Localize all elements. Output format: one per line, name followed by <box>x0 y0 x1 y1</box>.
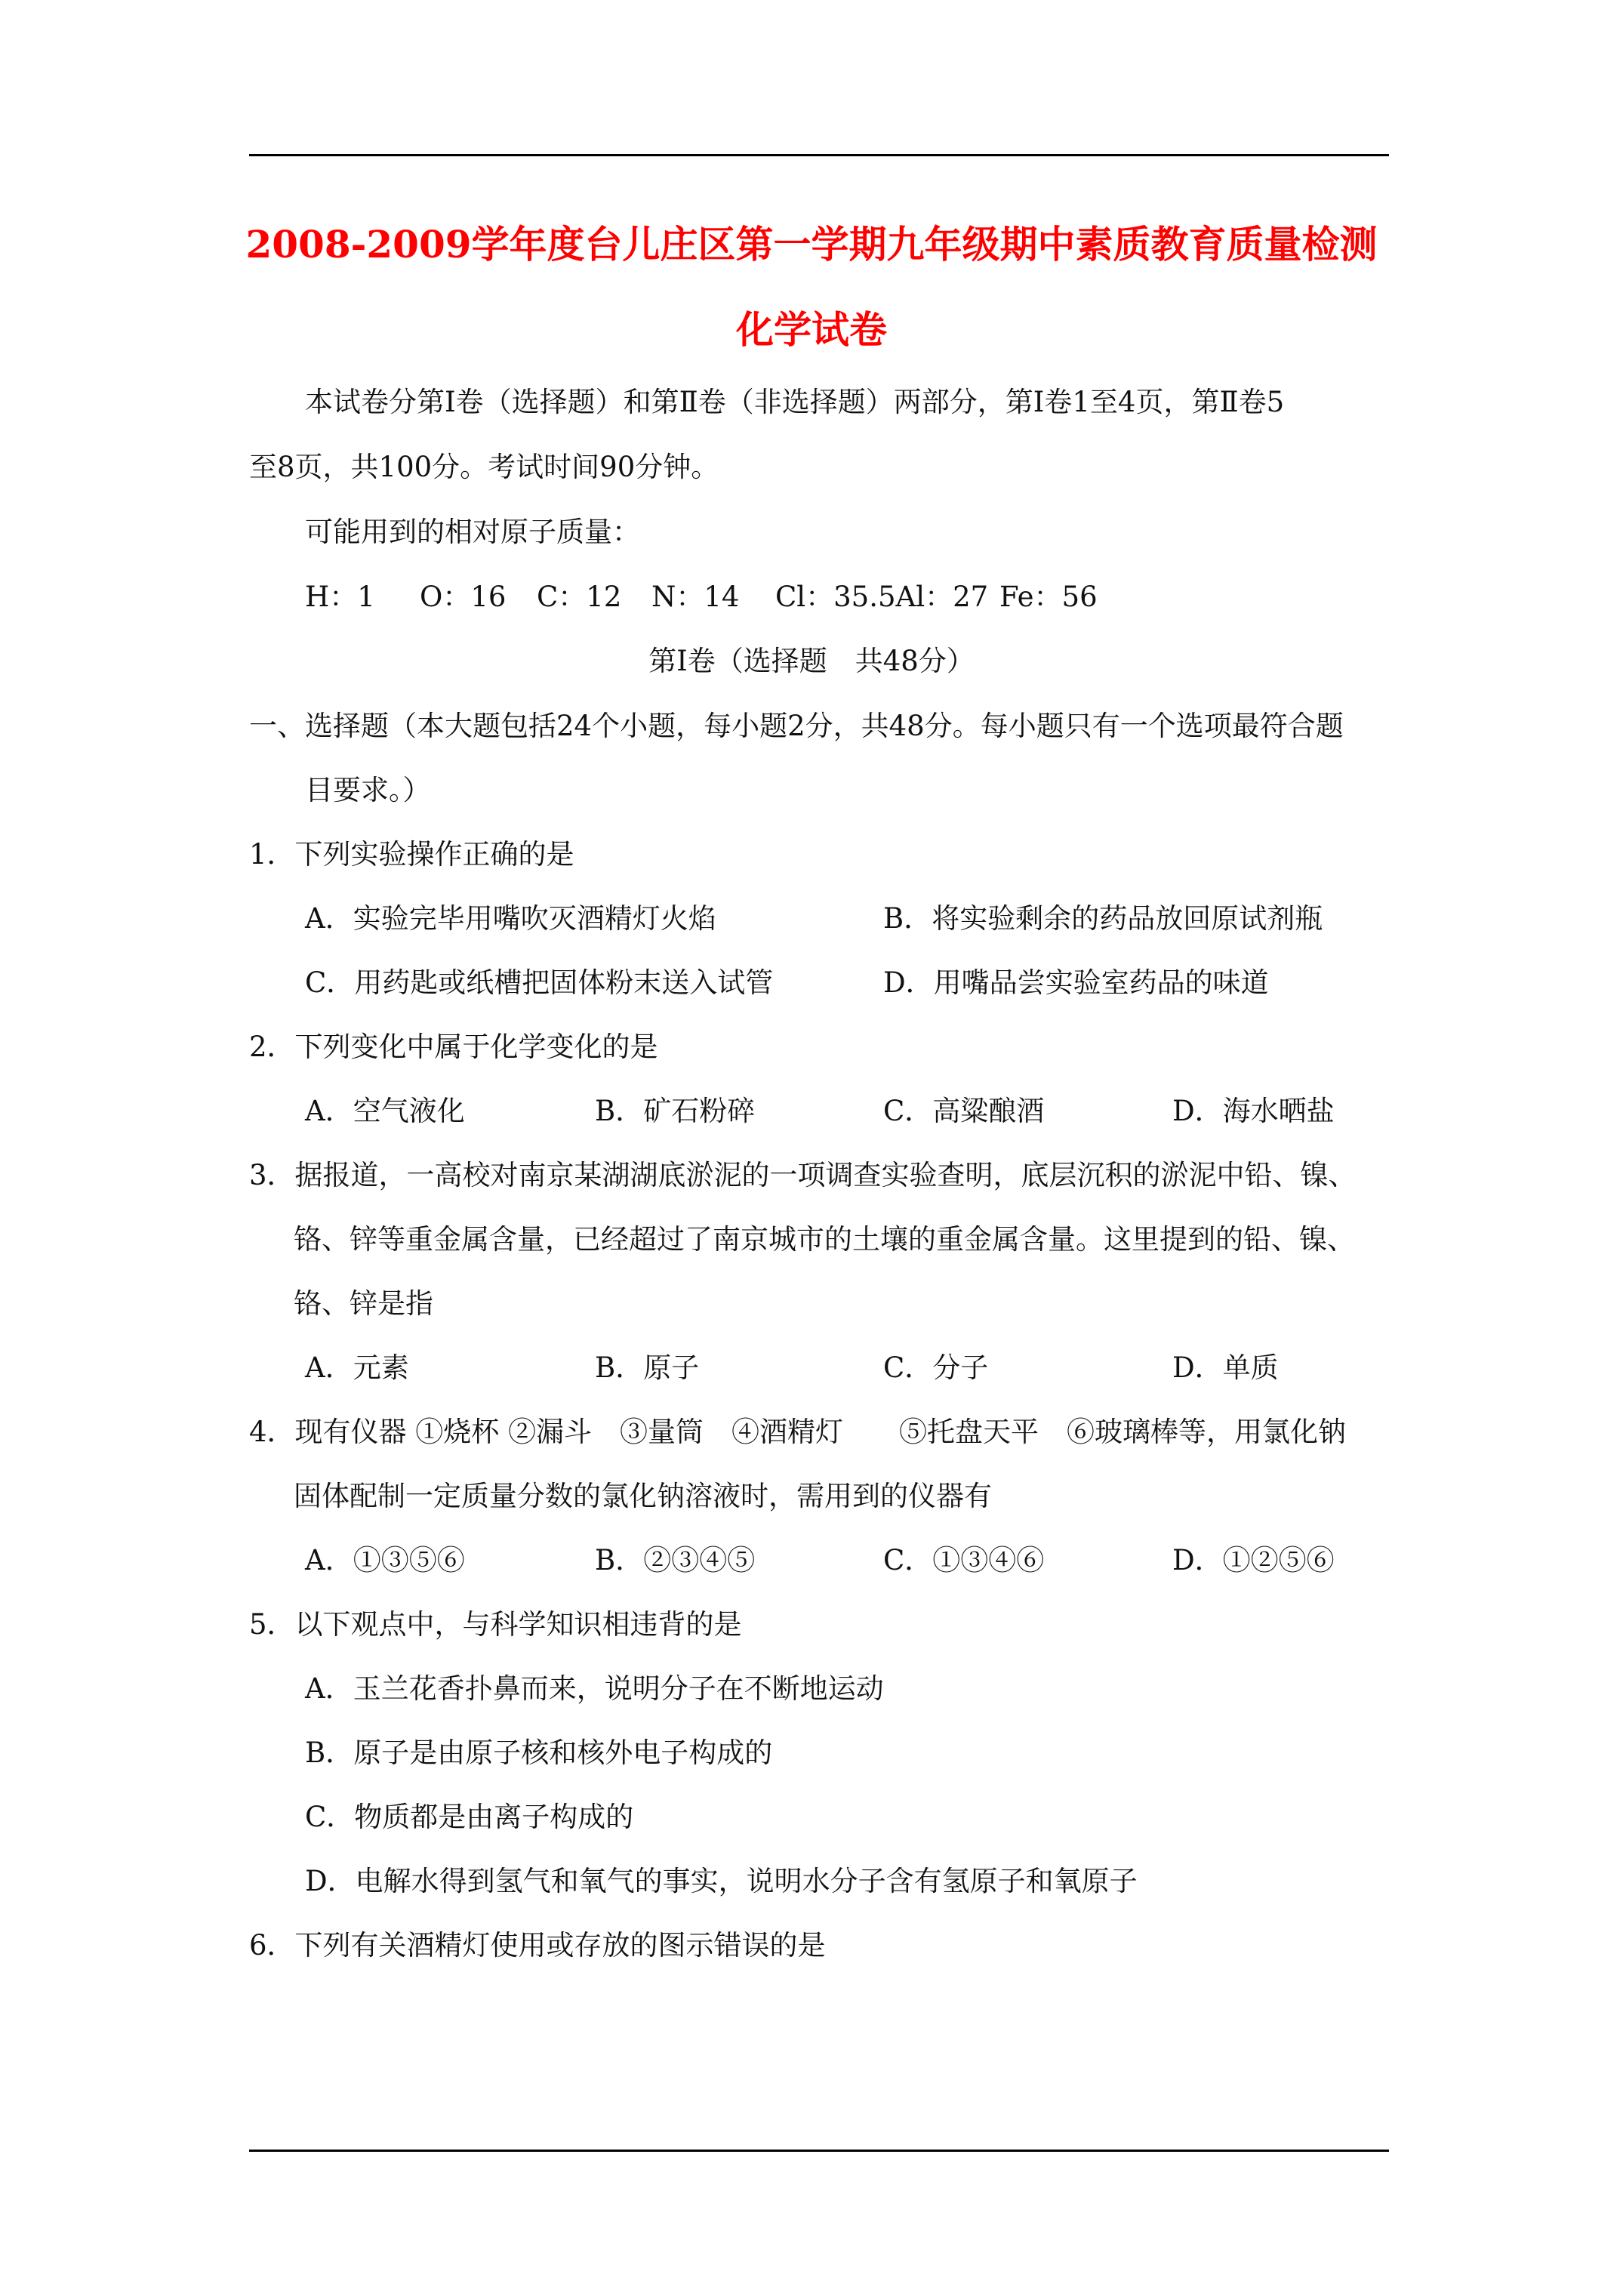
q2-option-c: C．高粱酿酒 <box>883 1095 1045 1127</box>
q1-option-a: A．实验完毕用嘴吹灭酒精灯火焰 <box>305 902 716 935</box>
part1-heading: 第Ⅰ卷（选择题 共48分） <box>648 645 975 677</box>
q4-option-b: B．②③④⑤ <box>595 1544 756 1576</box>
footer-rule <box>249 2150 1389 2152</box>
atomic-mass-o: O：16 <box>420 581 507 613</box>
q2-option-d: D．海水晒盐 <box>1172 1095 1335 1127</box>
q3-line-2: 铬、锌等重金属含量，已经超过了南京城市的土壤的重金属含量。这里提到的铅、镍、 <box>294 1223 1355 1256</box>
q5-option-c: C．物质都是由离子构成的 <box>305 1801 634 1833</box>
q1-option-b: B．将实验剩余的药品放回原试剂瓶 <box>883 902 1323 935</box>
q1-option-c: C．用药匙或纸槽把固体粉末送入试管 <box>305 966 774 999</box>
page-subtitle: 化学试卷 <box>736 307 887 352</box>
section1-line-1: 一、选择题（本大题包括24个小题，每小题2分，共48分。每小题只有一个选项最符合题 <box>249 710 1344 742</box>
intro-line-1: 本试卷分第Ⅰ卷（选择题）和第Ⅱ卷（非选择题）两部分，第Ⅰ卷1至4页，第Ⅱ卷5 <box>305 386 1285 418</box>
q1-stem: 1．下列实验操作正确的是 <box>249 838 574 871</box>
q2-option-a: A．空气液化 <box>305 1095 465 1127</box>
q5-option-b: B．原子是由原子核和核外电子构成的 <box>305 1737 773 1769</box>
q2-option-b: B．矿石粉碎 <box>595 1095 756 1127</box>
q2-stem: 2．下列变化中属于化学变化的是 <box>249 1031 658 1063</box>
q6-stem: 6．下列有关酒精灯使用或存放的图示错误的是 <box>249 1929 826 1962</box>
atomic-mass-n: N：14 <box>651 581 740 613</box>
q5-option-a: A．玉兰花香扑鼻而来，说明分子在不断地运动 <box>305 1672 884 1705</box>
atomic-mass-h: H：1 <box>305 581 375 613</box>
atomic-mass-list <box>305 583 1098 611</box>
q4-option-c: C．①③④⑥ <box>883 1544 1045 1576</box>
q3-option-a: A．元素 <box>305 1351 409 1384</box>
atomic-mass-cl-al: Cl：35.5Al：27 <box>775 581 989 613</box>
intro-line-2: 至8页，共100分。考试时间90分钟。 <box>249 451 719 483</box>
q3-line-1: 3．据报道，一高校对南京某湖湖底淤泥的一项调查实验查明，底层沉积的淤泥中铅、镍、 <box>249 1159 1357 1191</box>
q5-option-d: D．电解水得到氢气和氧气的事实，说明水分子含有氢原子和氧原子 <box>305 1865 1138 1897</box>
section1-line-2: 目要求。） <box>305 774 431 806</box>
q3-option-d: D．单质 <box>1172 1351 1279 1384</box>
q3-line-3: 铬、锌是指 <box>294 1287 433 1320</box>
atomic-mass-fe: Fe：56 <box>999 581 1098 613</box>
q4-line-1: 4．现有仪器 ①烧杯 ②漏斗 ③量筒 ④酒精灯 ⑤托盘天平 ⑥玻璃棒等，用氯化钠 <box>249 1416 1347 1448</box>
q5-stem: 5．以下观点中，与科学知识相违背的是 <box>249 1608 742 1641</box>
atomic-mass-c: C：12 <box>537 581 622 613</box>
q4-option-a: A．①③⑤⑥ <box>305 1544 465 1576</box>
q3-option-c: C．分子 <box>883 1351 989 1384</box>
q4-line-2: 固体配制一定质量分数的氯化钠溶液时，需用到的仪器有 <box>294 1480 992 1512</box>
page-title: 2008-2009学年度台儿庄区第一学期九年级期中素质教育质量检测 <box>245 222 1378 267</box>
q4-option-d: D．①②⑤⑥ <box>1172 1544 1335 1576</box>
q3-option-b: B．原子 <box>595 1351 700 1384</box>
header-rule <box>249 154 1389 156</box>
atomic-mass-label: 可能用到的相对原子质量： <box>305 516 640 548</box>
q1-option-d: D．用嘴品尝实验室药品的味道 <box>883 966 1269 999</box>
